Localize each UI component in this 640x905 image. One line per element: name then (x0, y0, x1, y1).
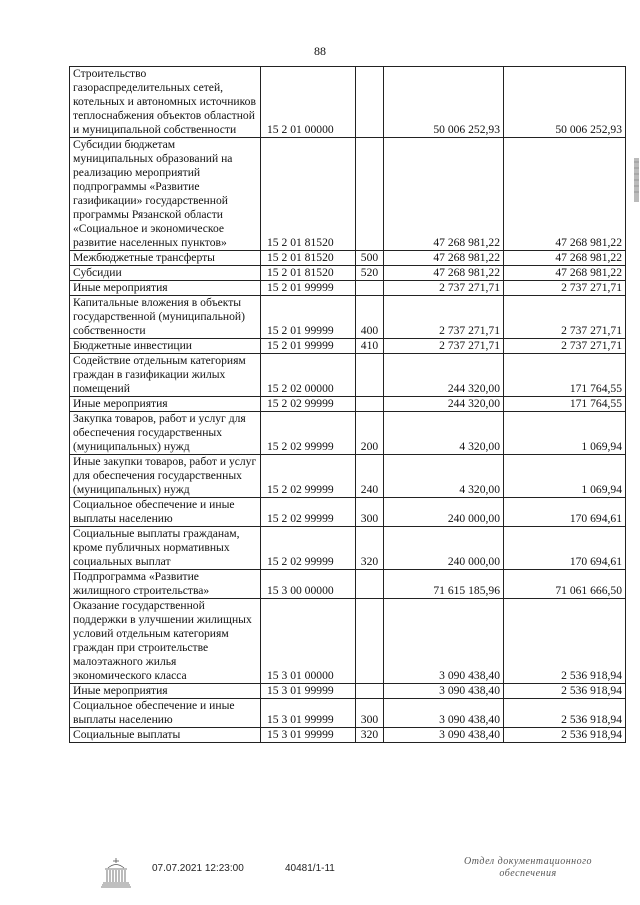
row-name: Социальные выплаты гражданам, кроме публичных нормативных социальных выплат (70, 527, 261, 570)
table-row (70, 527, 626, 570)
row-fact: 1 069,94 (504, 412, 626, 455)
row-plan: 47 268 981,22 (384, 266, 504, 281)
row-fact: 170 694,61 (504, 498, 626, 527)
table-row (70, 138, 626, 251)
row-vr: 400 (356, 296, 384, 339)
row-plan: 3 090 438,40 (384, 728, 504, 743)
table-row (70, 599, 626, 684)
row-fact: 2 536 918,94 (504, 599, 626, 684)
row-name: Социальные выплаты (70, 728, 261, 743)
row-vr: 200 (356, 412, 384, 455)
row-code: 15 2 01 81520 (261, 266, 356, 281)
row-plan: 3 090 438,40 (384, 599, 504, 684)
row-code: 15 3 01 99999 (261, 699, 356, 728)
row-name: Закупка товаров, работ и услуг для обеспечения государственных (муниципальных) нужд (70, 412, 261, 455)
row-fact: 170 694,61 (504, 527, 626, 570)
row-code: 15 2 01 99999 (261, 339, 356, 354)
row-name: Содействие отдельным категориям граждан в газификации жилых помещений (70, 354, 261, 397)
table-row (70, 397, 626, 412)
budget-table (69, 66, 626, 743)
page-number: 88 (314, 44, 326, 58)
row-fact: 47 268 981,22 (504, 266, 626, 281)
row-code: 15 3 01 00000 (261, 599, 356, 684)
row-plan: 240 000,00 (384, 498, 504, 527)
row-vr (356, 397, 384, 412)
row-vr (356, 67, 384, 138)
footer-office-stamp (448, 856, 608, 880)
table-row (70, 728, 626, 743)
row-code: 15 2 02 99999 (261, 498, 356, 527)
table-row (70, 455, 626, 498)
row-fact: 47 268 981,22 (504, 138, 626, 251)
row-fact: 2 536 918,94 (504, 699, 626, 728)
row-plan: 2 737 271,71 (384, 339, 504, 354)
row-vr: 240 (356, 455, 384, 498)
row-code: 15 2 02 99999 (261, 397, 356, 412)
table-row (70, 570, 626, 599)
footer (0, 856, 640, 896)
row-vr (356, 281, 384, 296)
table-row (70, 498, 626, 527)
row-name: Иные мероприятия (70, 684, 261, 699)
footer-date: 07.07.2021 12:23:00 (152, 863, 244, 874)
row-vr (356, 684, 384, 699)
row-vr: 410 (356, 339, 384, 354)
row-plan: 71 615 185,96 (384, 570, 504, 599)
table-row (70, 412, 626, 455)
row-vr (356, 599, 384, 684)
row-code: 15 3 00 00000 (261, 570, 356, 599)
row-plan: 240 000,00 (384, 527, 504, 570)
row-code: 15 2 01 81520 (261, 251, 356, 266)
table-row (70, 281, 626, 296)
row-code: 15 2 02 99999 (261, 527, 356, 570)
row-vr: 300 (356, 699, 384, 728)
row-fact: 50 006 252,93 (504, 67, 626, 138)
row-name: Иные закупки товаров, работ и услуг для обеспечения государственных (муниципальных) нужд (70, 455, 261, 498)
office-line-1: Отдел документационного (463, 856, 593, 867)
row-code: 15 2 01 81520 (261, 138, 356, 251)
table-row (70, 354, 626, 397)
row-name: Субсидии (70, 266, 261, 281)
office-line-2: обеспечения (499, 868, 557, 879)
scan-edge-mark (632, 150, 640, 210)
row-plan: 47 268 981,22 (384, 251, 504, 266)
row-vr: 300 (356, 498, 384, 527)
table-row (70, 699, 626, 728)
row-code: 15 3 01 99999 (261, 728, 356, 743)
row-vr (356, 138, 384, 251)
row-plan: 3 090 438,40 (384, 684, 504, 699)
row-fact: 1 069,94 (504, 455, 626, 498)
row-code: 15 2 02 99999 (261, 412, 356, 455)
row-fact: 47 268 981,22 (504, 251, 626, 266)
row-fact: 2 737 271,71 (504, 281, 626, 296)
row-plan: 2 737 271,71 (384, 296, 504, 339)
row-vr: 320 (356, 527, 384, 570)
row-name: Строительство газораспределительных сетей, котельных и автономных источников теплоснабжения объектов областной и муниципальной собственности (70, 67, 261, 138)
table-row (70, 296, 626, 339)
table-row (70, 251, 626, 266)
row-vr (356, 354, 384, 397)
row-plan: 244 320,00 (384, 397, 504, 412)
row-plan: 4 320,00 (384, 455, 504, 498)
row-code: 15 2 02 00000 (261, 354, 356, 397)
row-code: 15 2 02 99999 (261, 455, 356, 498)
row-name: Бюджетные инвестиции (70, 339, 261, 354)
row-fact: 2 536 918,94 (504, 728, 626, 743)
row-fact: 2 737 271,71 (504, 339, 626, 354)
table-row (70, 339, 626, 354)
row-name: Капитальные вложения в объекты государственной (муниципальной) собственности (70, 296, 261, 339)
row-code: 15 2 01 00000 (261, 67, 356, 138)
row-plan: 4 320,00 (384, 412, 504, 455)
row-vr: 520 (356, 266, 384, 281)
row-name: Социальное обеспечение и иные выплаты населению (70, 498, 261, 527)
row-vr: 500 (356, 251, 384, 266)
row-fact: 2 737 271,71 (504, 296, 626, 339)
row-name: Социальное обеспечение и иные выплаты населению (70, 699, 261, 728)
row-name: Субсидии бюджетам муниципальных образований на реализацию мероприятий подпрограммы «Развитие газификации» государственной программы Рязанской области «Социальное и экономическое развитие населенных пунктов» (70, 138, 261, 251)
row-fact: 71 061 666,50 (504, 570, 626, 599)
row-plan: 50 006 252,93 (384, 67, 504, 138)
row-fact: 171 764,55 (504, 354, 626, 397)
row-name: Иные мероприятия (70, 397, 261, 412)
row-plan: 3 090 438,40 (384, 699, 504, 728)
row-name: Подпрограмма «Развитие жилищного строительства» (70, 570, 261, 599)
row-name: Оказание государственной поддержки в улучшении жилищных условий отдельным категориям граждан при строительстве малоэтажного жилья экономического класса (70, 599, 261, 684)
row-code: 15 2 01 99999 (261, 296, 356, 339)
table-row (70, 67, 626, 138)
table-row (70, 684, 626, 699)
row-name: Межбюджетные трансферты (70, 251, 261, 266)
table-row (70, 266, 626, 281)
row-vr: 320 (356, 728, 384, 743)
row-plan: 244 320,00 (384, 354, 504, 397)
row-plan: 47 268 981,22 (384, 138, 504, 251)
row-fact: 171 764,55 (504, 397, 626, 412)
footer-doc-number: 40481/1-11 (285, 863, 335, 874)
row-fact: 2 536 918,94 (504, 684, 626, 699)
row-code: 15 3 01 99999 (261, 684, 356, 699)
building-stamp-icon (99, 856, 133, 888)
row-code: 15 2 01 99999 (261, 281, 356, 296)
row-name: Иные мероприятия (70, 281, 261, 296)
row-plan: 2 737 271,71 (384, 281, 504, 296)
row-vr (356, 570, 384, 599)
